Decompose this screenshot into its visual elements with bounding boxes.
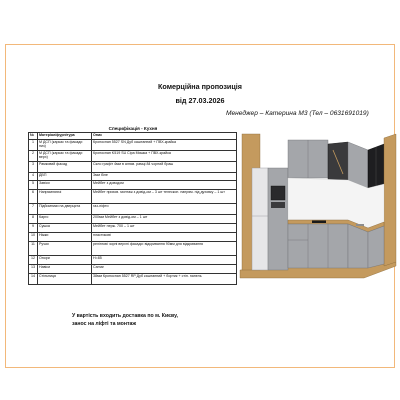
table-row bbox=[29, 233, 237, 242]
row-number: 13 bbox=[29, 265, 38, 274]
table-row bbox=[29, 274, 237, 285]
cooktop-icon bbox=[312, 221, 326, 224]
row-material: Рамковий фасад bbox=[38, 162, 92, 173]
row-description: Кроноспан K519 SU Сіра Мишка + ПВХ-крайка bbox=[92, 151, 237, 162]
row-material: М ДСП (каркас та фасади низ) bbox=[38, 140, 92, 151]
tall-pantry-grey bbox=[252, 168, 268, 270]
table-row bbox=[29, 173, 237, 181]
row-number: 1 bbox=[29, 140, 38, 151]
row-number: 12 bbox=[29, 256, 38, 265]
row-description: Мейбет прихов. монтаж з довід-ом – 3 шт телескоп. напрям. під духовку – 1 шт bbox=[92, 190, 237, 204]
table-row bbox=[29, 242, 237, 256]
row-number: 6 bbox=[29, 190, 38, 204]
row-description: газ-ліфти bbox=[92, 204, 237, 215]
lower-right-cabinet bbox=[368, 226, 384, 268]
manager-contact: Менеджер – Катерина М3 (Тел – 0631691019) bbox=[226, 110, 369, 117]
oven-icon bbox=[271, 186, 285, 200]
delivery-note-line2: занос на ліфті та монтаж bbox=[72, 321, 137, 327]
table-row bbox=[29, 140, 237, 151]
row-material: Ніжки bbox=[38, 233, 92, 242]
row-material: Карго bbox=[38, 215, 92, 224]
row-description: Н=85 bbox=[92, 256, 237, 265]
row-material: Навіси bbox=[38, 265, 92, 274]
row-description: пластикові bbox=[92, 233, 237, 242]
row-description: Кроноспан 5527 SN Дуб каштанний + ПВХ-крайка bbox=[92, 140, 237, 151]
row-description: Мейбет нерж. 700 – 1 шт bbox=[92, 224, 237, 233]
row-material: Опори bbox=[38, 256, 92, 265]
row-number: 3 bbox=[29, 162, 38, 173]
sink-icon bbox=[356, 224, 364, 226]
row-description: Скло графіт 4мм в алюм. рамці 84 чорний браш bbox=[92, 162, 237, 173]
table-row bbox=[29, 265, 237, 274]
table-row bbox=[29, 215, 237, 224]
lower-corner-cabinet bbox=[348, 224, 368, 268]
row-description: Camar bbox=[92, 265, 237, 274]
row-material: Напрямляючі bbox=[38, 190, 92, 204]
row-description: 38мм Кроноспан 5527 RP Дуб каштанний + бортик + стін. панель bbox=[92, 274, 237, 285]
spec-table bbox=[28, 132, 237, 285]
row-material: ДВП bbox=[38, 173, 92, 181]
table-row bbox=[29, 190, 237, 204]
row-material: Підйомники на дверцята bbox=[38, 204, 92, 215]
col-description-header: Опис bbox=[92, 133, 237, 140]
microwave-icon bbox=[271, 202, 285, 208]
spec-title: Специфікація - Кухня bbox=[108, 126, 158, 131]
row-description: 200мм Мейбет з довід-ом – 1 шт bbox=[92, 215, 237, 224]
right-tall-oak bbox=[384, 134, 396, 266]
table-row bbox=[29, 256, 237, 265]
page-title: Комерційна пропозиція bbox=[158, 82, 242, 91]
row-material: М ДСП (каркас та фасади верх) bbox=[38, 151, 92, 162]
delivery-note-line1: У вартість входить доставка по м. Києву, bbox=[72, 313, 179, 319]
row-number: 14 bbox=[29, 274, 38, 285]
row-material: Ручки bbox=[38, 242, 92, 256]
row-material: Стільниця bbox=[38, 274, 92, 285]
table-row bbox=[29, 204, 237, 215]
row-number: 11 bbox=[29, 242, 38, 256]
row-description: Мейбет з доводом bbox=[92, 181, 237, 190]
row-material: Сушка bbox=[38, 224, 92, 233]
col-material-header: Матеріал/фурнітура bbox=[38, 133, 92, 140]
row-number: 2 bbox=[29, 151, 38, 162]
oven-column bbox=[268, 168, 288, 270]
row-description: релінгові чорні верхні фасади: відкривання 90мм для відкривання bbox=[92, 242, 237, 256]
row-number: 10 bbox=[29, 233, 38, 242]
table-row bbox=[29, 162, 237, 173]
offer-date: від 27.03.2026 bbox=[175, 96, 225, 105]
table-row bbox=[29, 181, 237, 190]
row-material: Завіси bbox=[38, 181, 92, 190]
spec-header-row bbox=[29, 133, 237, 140]
lower-cabinets bbox=[288, 224, 348, 268]
row-number: 4 bbox=[29, 173, 38, 181]
row-number: 9 bbox=[29, 224, 38, 233]
row-number: 5 bbox=[29, 181, 38, 190]
row-number: 8 bbox=[29, 215, 38, 224]
row-number: 7 bbox=[29, 204, 38, 215]
table-row bbox=[29, 151, 237, 162]
delivery-note bbox=[72, 312, 178, 328]
kitchen-render-image bbox=[238, 130, 398, 282]
col-number-header: № bbox=[29, 133, 38, 140]
table-row bbox=[29, 224, 237, 233]
row-description: 3мм біле bbox=[92, 173, 237, 181]
